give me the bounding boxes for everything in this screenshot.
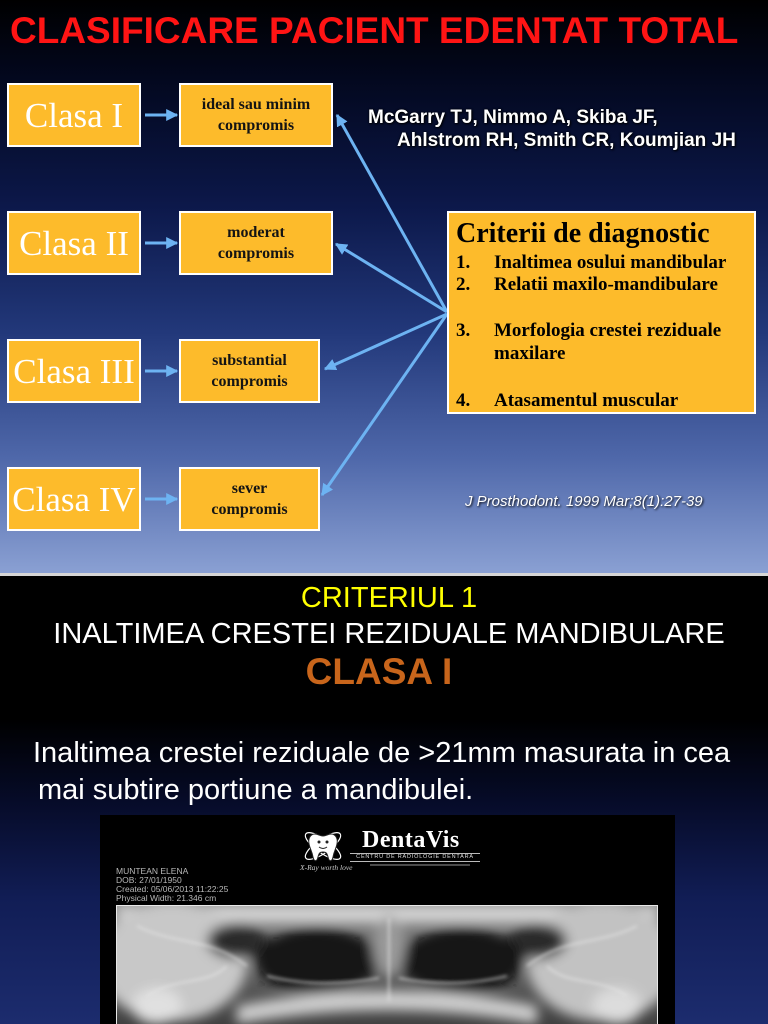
- xray-image: [100, 815, 675, 1024]
- criteria-item-text: Relatii maxilo-mandibulare: [494, 274, 718, 295]
- patient-info: [116, 867, 228, 903]
- xray-created-date: Created: 05/06/2013 11:22:25: [116, 884, 229, 894]
- criteria-title: Criterii de diagnostic: [456, 218, 710, 249]
- panoramic-radiograph: [116, 905, 658, 1024]
- class-box-clasa-1: Clasa I: [7, 83, 141, 147]
- criteria-item-number: 4.: [456, 390, 471, 411]
- body-text-line-2: mai subtire portiune a mandibulei.: [38, 774, 474, 806]
- panoramic-radiograph-graphic: [117, 906, 657, 1024]
- xray-brand-subtitle: CENTRU DE RADIOLOGIE DENTARA: [350, 853, 480, 862]
- description-line: sever: [231, 480, 268, 497]
- patient-dob: DOB: 27/01/1950: [116, 875, 182, 885]
- criteria-item-text: Morfologia crestei reziduale maxilare: [494, 320, 722, 364]
- xray-brand-name: DentaVis: [362, 827, 460, 853]
- patient-name: MUNTEAN ELENA: [116, 866, 189, 876]
- criteria-item-number: 1.: [456, 252, 471, 273]
- criteria-item-text: Atasamentul muscular: [494, 390, 679, 411]
- authors-line-2: Ahlstrom RH, Smith CR, Koumjian JH: [397, 130, 736, 151]
- tooth-atom-icon: [300, 825, 346, 867]
- description-line: compromis: [217, 245, 295, 262]
- xray-physical-width: Physical Width: 21.346 cm: [116, 893, 217, 903]
- criteria-item-number: 3.: [456, 320, 471, 341]
- body-text-line-1: Inaltimea crestei reziduale de >21mm masurata in cea: [33, 737, 731, 769]
- slide-criterion-1: [0, 576, 768, 1024]
- journal-citation: J Prosthodont. 1999 Mar;8(1):27-39: [465, 493, 703, 510]
- slide-title: CLASIFICARE PACIENT EDENTAT TOTAL: [10, 10, 739, 51]
- criterion-subheading: INALTIMEA CRESTEI REZIDUALE MANDIBULARE: [53, 618, 725, 650]
- authors-line-1: McGarry TJ, Nimmo A, Skiba JF,: [368, 107, 658, 128]
- description-line: moderat: [227, 224, 285, 241]
- criteria-box: [447, 211, 756, 414]
- class-box-clasa-3: Clasa III: [7, 339, 141, 403]
- description-line: substantial: [212, 352, 287, 369]
- criteria-item-text: Inaltimea osului mandibular: [494, 252, 727, 273]
- class-box-clasa-2: Clasa II: [7, 211, 141, 275]
- xray-tagline: X-Ray worth love: [300, 863, 353, 872]
- class-box-clasa-4: Clasa IV: [7, 467, 141, 531]
- description-line: compromis: [211, 501, 288, 518]
- arrow-criteria-to-clasa-2: [336, 244, 447, 312]
- criterion-heading: CRITERIUL 1: [300, 582, 478, 614]
- criteria-item-number: 2.: [456, 274, 471, 295]
- address-line-decoration: [370, 864, 470, 866]
- description-line: compromis: [217, 117, 295, 134]
- description-line: ideal sau minim: [201, 96, 311, 113]
- class-label: CLASA I: [305, 651, 453, 692]
- description-line: compromis: [211, 373, 288, 390]
